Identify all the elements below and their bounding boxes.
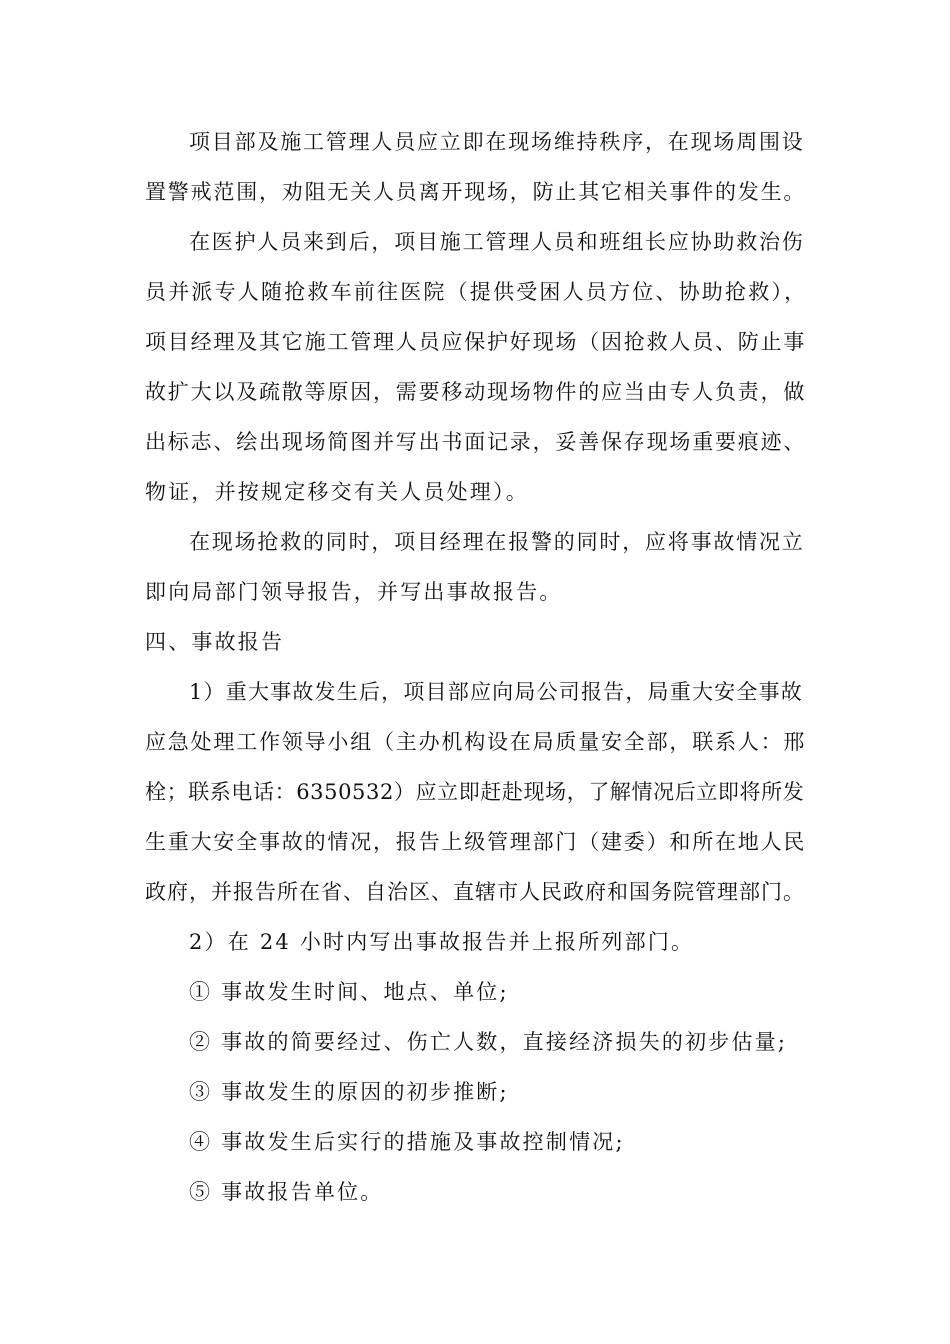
section-heading: 四、事故报告	[145, 630, 285, 654]
paragraph-4-line-1: 1）重大事故发生后，项目部应向局公司报告，局重大安全事故	[189, 680, 803, 704]
paragraph-4-line-5: 政府，并报告所在省、自治区、直辖市人民政府和国务院管理部门。	[145, 880, 805, 904]
paragraph-4-line-3: 栓；联系电话：6350532）应立即赶赴现场，了解情况后立即将所发	[145, 780, 805, 804]
list-item-3: ③ 事故发生的原因的初步推断;	[189, 1080, 509, 1104]
paragraph-2-line-3: 项目经理及其它施工管理人员应保护好现场（因抢救人员、防止事	[145, 330, 807, 354]
list-item-4: ④ 事故发生后实行的措施及事故控制情况;	[189, 1130, 625, 1154]
paragraph-2-line-4: 故扩大以及疏散等原因，需要移动现场物件的应当由专人负责，做	[145, 380, 807, 404]
paragraph-2-line-6: 物证，并按规定移交有关人员处理）。	[145, 480, 529, 504]
paragraph-1-line-1: 项目部及施工管理人员应立即在现场维持秩序，在现场周围设	[189, 130, 805, 154]
paragraph-5-line-1: 2）在 24 小时内写出事故报告并上报所列部门。	[189, 930, 695, 954]
paragraph-4-line-4: 生重大安全事故的情况，报告上级管理部门（建委）和所在地人民	[145, 830, 807, 854]
paragraph-2-line-5: 出标志、绘出现场简图并写出书面记录，妥善保存现场重要痕迹、	[145, 430, 807, 454]
list-item-5: ⑤ 事故报告单位。	[189, 1180, 384, 1204]
paragraph-4-line-2: 应急处理工作领导小组（主办机构设在局质量安全部，联系人：邢	[145, 730, 807, 754]
paragraph-3-line-2: 即向局部门领导报告，并写出事故报告。	[145, 580, 563, 604]
paragraph-2-line-1: 在医护人员来到后，项目施工管理人员和班组长应协助救治伤	[189, 230, 805, 254]
paragraph-2-line-2: 员并派专人随抢救车前往医院（提供受困人员方位、协助抢救），	[145, 280, 808, 304]
paragraph-1-line-2: 置警戒范围，劝阻无关人员离开现场，防止其它相关事件的发生。	[145, 180, 807, 204]
list-item-2: ② 事故的简要经过、伤亡人数，直接经济损失的初步估量;	[189, 1030, 788, 1054]
paragraph-3-line-1: 在现场抢救的同时，项目经理在报警的同时，应将事故情况立	[189, 530, 805, 554]
list-item-1: ① 事故发生时间、地点、单位;	[189, 980, 509, 1004]
